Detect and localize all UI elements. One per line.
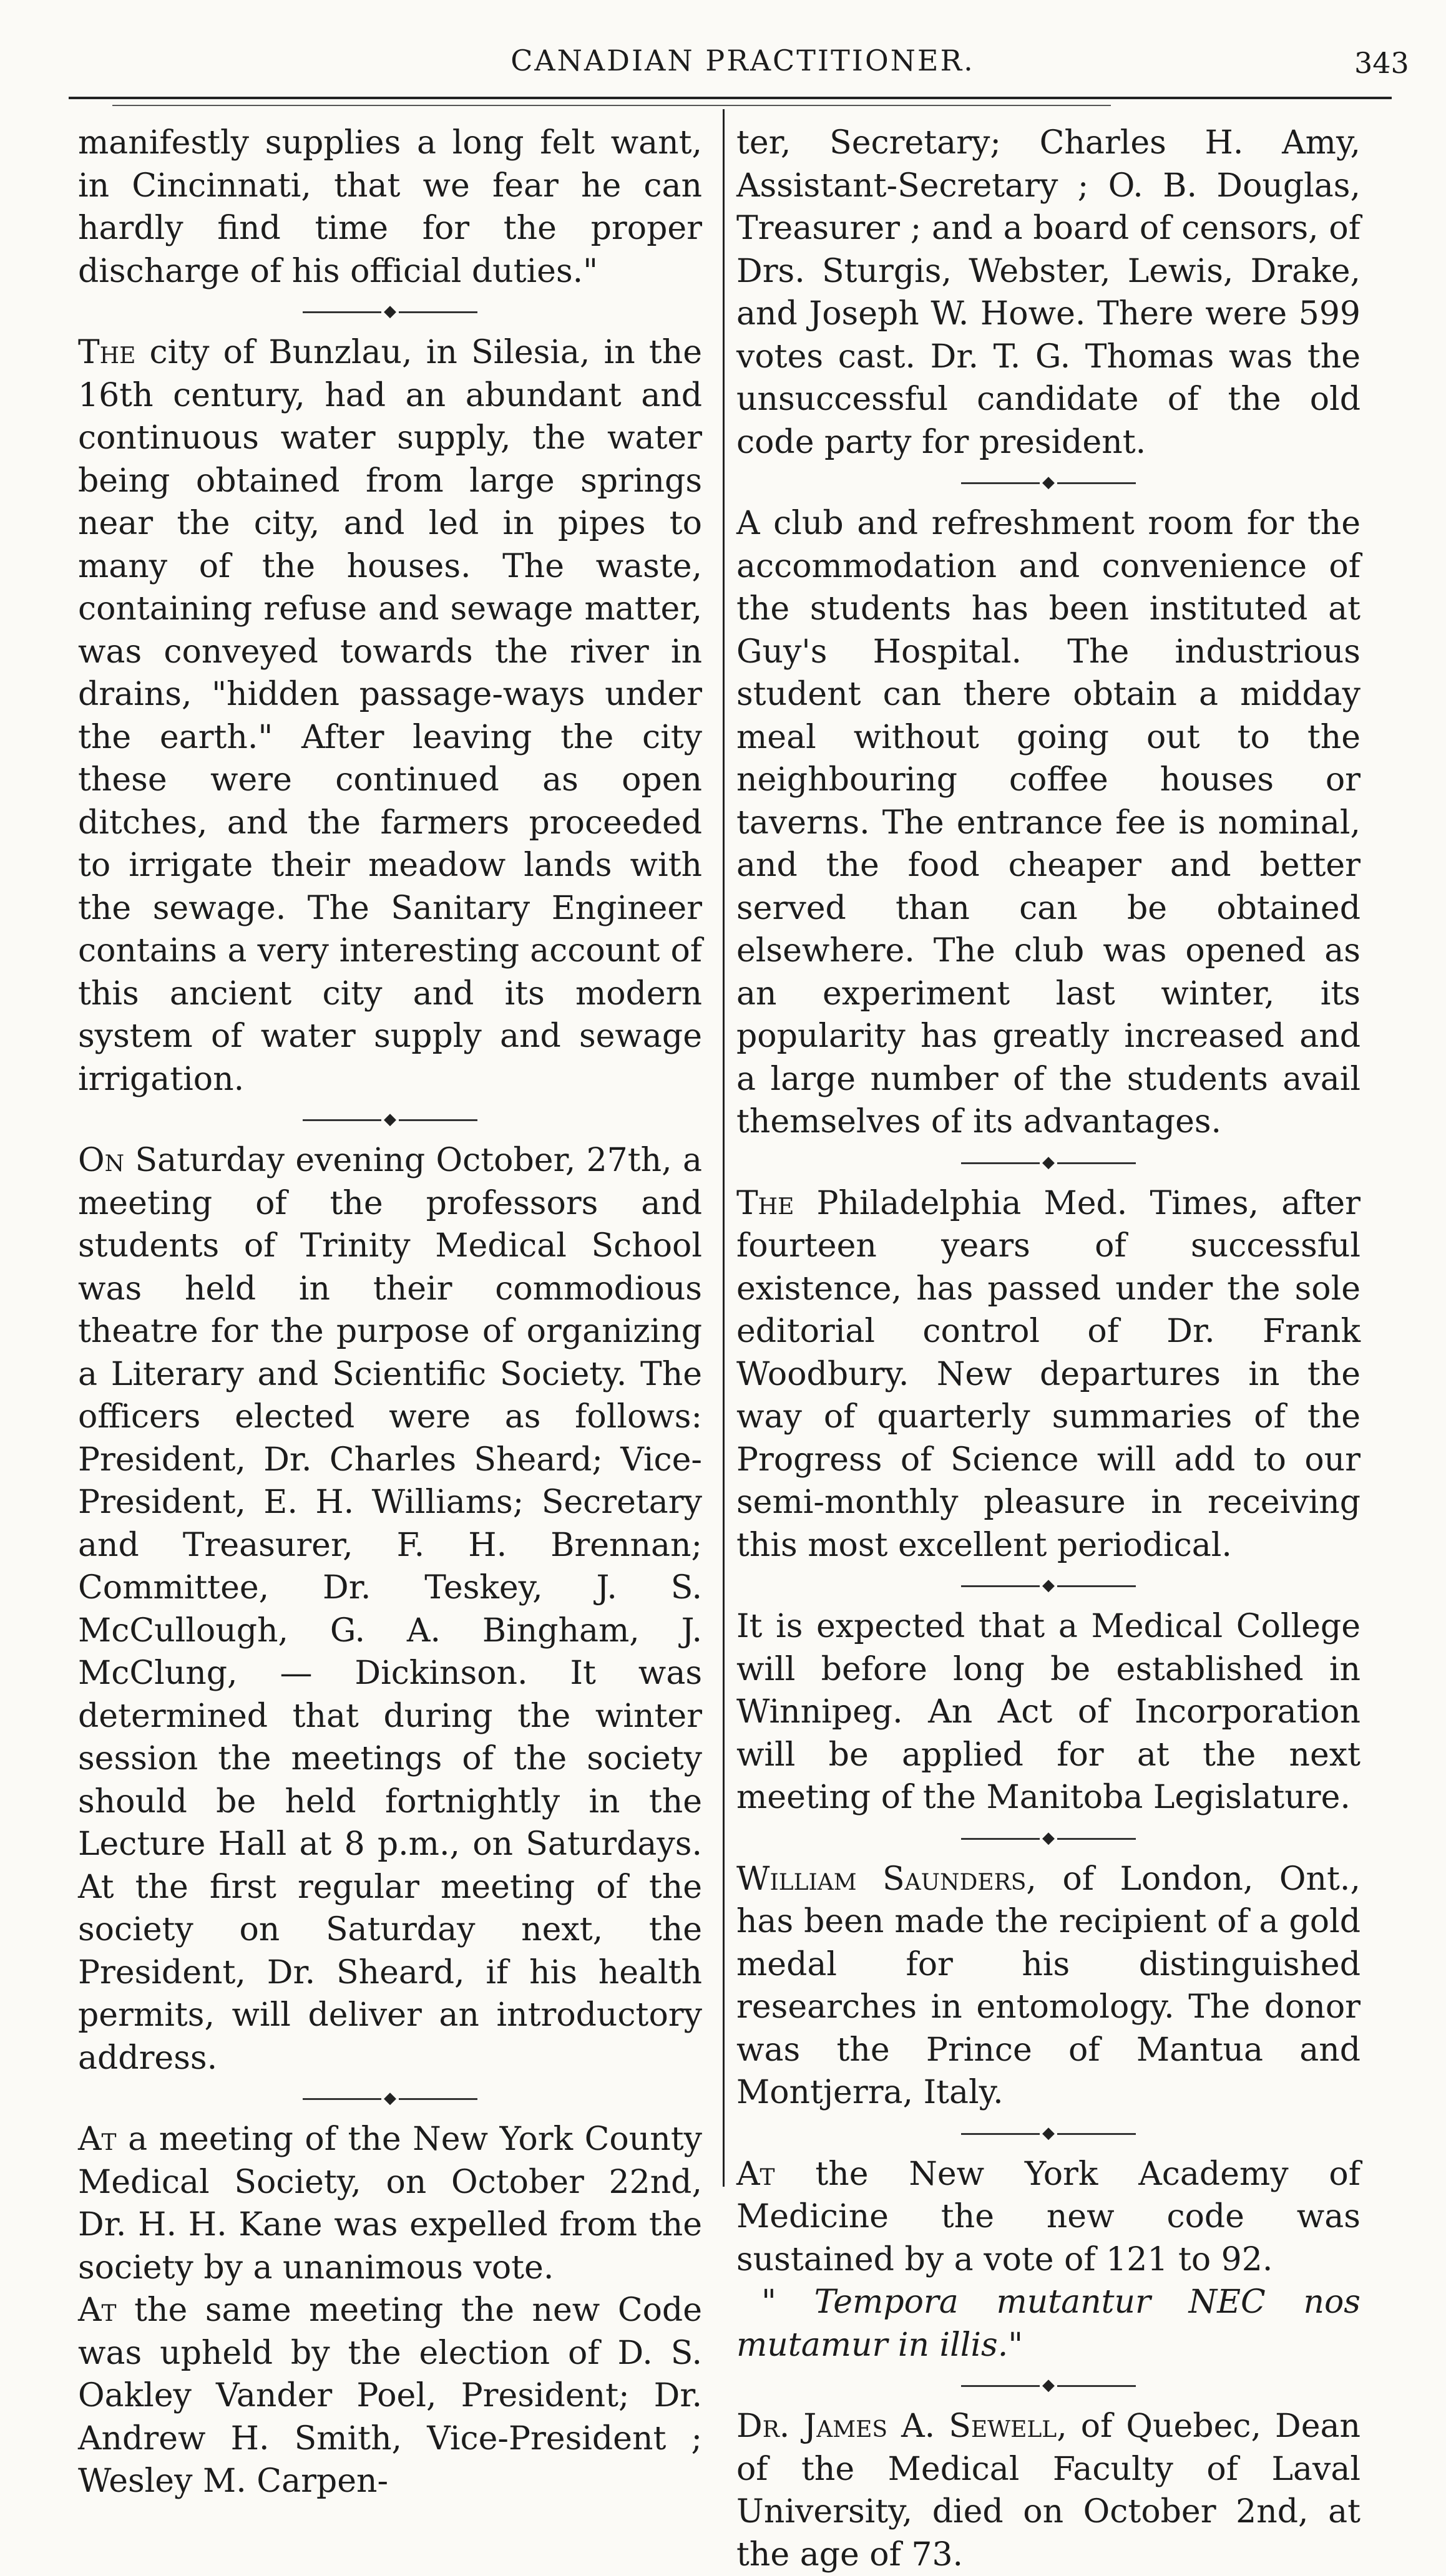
section-separator <box>736 464 1361 502</box>
right-column <box>736 122 1361 2576</box>
article-paragraph: William Saunders, of London, Ont., has been made the recipient of a gold medal for his distinguished researches in entomology. The donor was the Prince of Mantua and Montjerra, Italy. <box>736 1860 1361 2111</box>
article-paragraph: On Saturday evening October, 27th, a meeting of the professors and students of Trinity Medical School was held in their commodious theatre for the purpose of organizing a Literary and Scientific Society. The officers elected were as follows: President, Dr. Charles Sheard; Vice-President, E. H. Williams; Secretary and Treasurer, F. H. Brennan; Committee, Dr. Teskey, J. S. McCullough, G. A. Bingham, J. McClung, — Dickinson. It was determined that during the winter session the meetings of the society should be held fortnightly in the Lecture Hall at 8 p.m., on Saturdays. At the first regular meeting of the society on Saturday next, the President, Dr. Sheard, if his health permits, will deliver an introductory address. <box>78 1142 702 2077</box>
section-separator <box>736 2366 1361 2405</box>
article-paragraph: The Philadelphia Med. Times, after fourteen years of successful existence, has passed under the sole editorial control of Dr. Frank Woodbury. New departures in the way of quarterly summaries of the Progress of Science will add to our semi-monthly pleasure in receiving this most excellent periodical. <box>736 1184 1361 1564</box>
article-paragraph: At the New York Academy of Medicine the new code was sustained by a vote of 121 to 92. <box>736 2155 1361 2278</box>
section-separator <box>736 1144 1361 1182</box>
left-column <box>78 122 702 2503</box>
section-separator <box>78 1101 702 1139</box>
header-rule-secondary <box>112 105 1111 106</box>
article-paragraph: manifestly supplies a long felt want, in Cincinnati, that we fear he can hardly find time for the proper discharge of his official duties." <box>78 124 702 290</box>
article-paragraph: At the same meeting the new Code was upheld by the election of D. S. Oakley Vander Poel, President; Dr. Andrew H. Smith, Vice-President ; Wesley M. Carpen- <box>78 2292 702 2500</box>
article-paragraph: A club and refreshment room for the accommodation and convenience of the students has been instituted at Guy's Hospital. The industrious student can there obtain a midday meal without going out to the neighbouring coffee houses or taverns. The entrance fee is nominal, and the food cheaper and better served than can be obtained elsewhere. The club was opened as an experiment last winter, its popularity has greatly increased and a large number of the students avail themselves of its advantages. <box>736 505 1361 1140</box>
page-number: 343 <box>1354 46 1409 80</box>
section-separator <box>736 1567 1361 1605</box>
article-paragraph: It is expected that a Medical College will before long be established in Winnipeg. An Act of Incorporation will be applied for at the next meeting of the Manitoba Legislature. <box>736 1608 1361 1816</box>
latin-quote: " Tempora mutantur NEC nos mutamur in illis." <box>736 2283 1361 2364</box>
running-title: CANADIAN PRACTITIONER. <box>510 44 975 77</box>
column-divider <box>723 109 725 2187</box>
page-header <box>0 0 1446 100</box>
section-separator <box>78 293 702 331</box>
article-paragraph: At a meeting of the New York County Medical Society, on October 22nd, Dr. H. H. Kane was expelled from the society by a unanimous vote. <box>78 2121 702 2287</box>
article-paragraph: The city of Bunzlau, in Silesia, in the 16th century, had an abundant and continuous water supply, the water being obtained from large springs near the city, and led in pipes to many of the houses. The waste, containing refuse and sewage matter, was conveyed towards the river in drains, "hidden passage-ways under the earth." After leaving the city these were continued as open ditches, and the farmers proceeded to irrigate their meadow lands with the sewage. The Sanitary Engineer contains a very interesting account of this ancient city and its modern system of water supply and sewage irrigation. <box>78 334 702 1098</box>
section-separator <box>78 2079 702 2118</box>
section-separator <box>736 1819 1361 1858</box>
article-paragraph: ter, Secretary; Charles H. Amy, Assistant-Secretary ; O. B. Douglas, Treasurer ; and a board of censors, of Drs. Sturgis, Webster, Lewis, Drake, and Joseph W. Howe. There were 599 votes cast. Dr. T. G. Thomas was the unsuccessful candidate of the old code party for president. <box>736 124 1361 461</box>
article-paragraph: Dr. James A. Sewell, of Quebec, Dean of the Medical Faculty of Laval University, died on October 2nd, at the age of 73. <box>736 2408 1361 2574</box>
header-rule <box>69 97 1392 99</box>
section-separator <box>736 2114 1361 2153</box>
